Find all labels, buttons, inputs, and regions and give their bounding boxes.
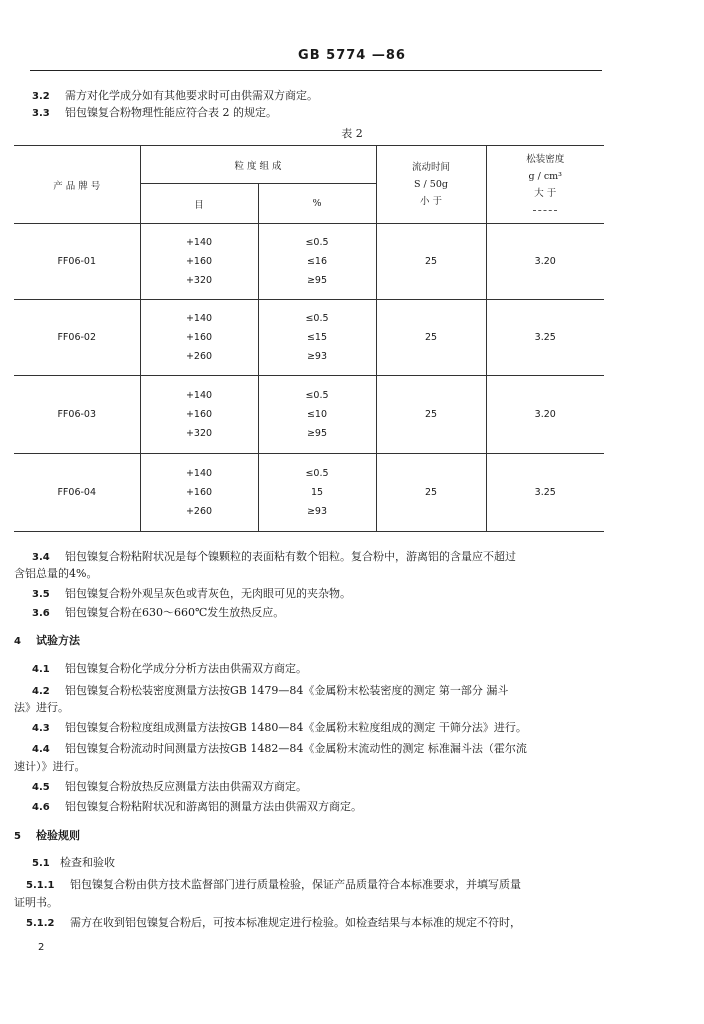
percent-cell [258,300,376,376]
clause-5-1-1 [26,878,521,893]
table-caption: 表 2 [341,127,363,140]
clause-text: 铝包镍复合粉放热反应测量方法由供需双方商定。 [65,780,307,793]
percent-value: ≥93 [306,506,328,517]
mesh-value: +260 [185,506,213,517]
flow-cell: 25 [376,376,486,454]
clause-number: 4.5 [32,782,50,793]
clause-number: 3.2 [32,91,50,102]
table-row [14,376,604,454]
clause-text: 铝包镍复合粉由供方技术监督部门进行质量检验，保证产品质量符合本标准要求，并填写质量 [70,878,521,891]
clause-text: 检查和验收 [60,856,115,869]
clause-number: 4.2 [32,686,50,697]
clause-4-5 [32,780,307,795]
mesh-value: +160 [185,487,213,498]
clause-number: 3.5 [32,589,50,600]
flow-line1: 流动时间 [411,162,450,173]
clause-4-4 [32,742,527,757]
table-row [14,454,604,532]
header-flow-time [376,146,486,224]
clause-text: 铝包镍复合粉松装密度测量方法按GB 1479—84《金属粉末松装密度的测定 第一部分 漏斗 [65,684,509,697]
clause-text: 需方对化学成分如有其他要求时可由供需双方商定。 [65,89,318,102]
density-cell: 3.20 [486,376,604,454]
clause-number: 4.3 [32,723,50,734]
section-title: 检验规则 [36,829,80,842]
percent-value: ≥95 [306,428,328,439]
percent-value: ≤16 [306,256,328,267]
clause-3-5 [32,587,351,602]
clause-text: 铝包镍复合粉粘附状况是每个镍颗粒的表面粘有数个铝粒。复合粉中，游离铝的含量应不超过 [65,550,516,563]
grade-cell: FF06-03 [14,376,140,454]
clause-text: 法》进行。 [14,701,69,714]
clause-text: 铝包镍复合粉化学成分分析方法由供需双方商定。 [65,662,307,675]
header-product-grade: 产 品 牌 号 [14,146,140,224]
density-line3: 大 于 [534,187,557,199]
clause-number: 4.1 [32,664,50,675]
mesh-value: +140 [185,390,213,401]
header-rule [30,70,602,71]
header-bulk-density [486,146,604,224]
mesh-value: +320 [185,428,213,439]
mesh-value: +160 [185,332,213,343]
mesh-cell [140,224,258,300]
percent-value: ≤10 [306,409,328,420]
clause-text: 速计）》进行。 [14,760,86,773]
clause-3-6 [32,606,284,621]
density-cell: 3.20 [486,224,604,300]
clause-4-2-cont [14,701,69,715]
percent-value: 15 [310,487,324,498]
percent-value: ≤0.5 [305,237,329,248]
mesh-value: +140 [185,237,213,248]
percent-value: ≤15 [306,332,328,343]
mesh-value: +140 [185,313,213,324]
percent-value: ≥95 [306,275,328,286]
clause-3-3 [32,106,277,121]
mesh-value: +320 [185,275,213,286]
grade-cell: FF06-02 [14,300,140,376]
grade-cell: FF06-01 [14,224,140,300]
section-title: 试验方法 [36,634,80,647]
clause-5-1-2 [26,916,521,931]
clause-3-2 [32,89,318,104]
page-header: GB 5774 —86 [298,48,406,63]
grade-cell: FF06-04 [14,454,140,532]
clause-3-4-cont [14,567,97,581]
clause-text: 铝包镍复合粉粘附状况和游离铝的测量方法由供需双方商定。 [65,800,362,813]
clause-text: 铝包镍复合粉粒度组成测量方法按GB 1480—84《金属粉末粒度组成的测定 干筛分法》进行。 [65,721,527,734]
flow-cell: 25 [376,454,486,532]
table-row [14,224,604,300]
header-mesh: 目 [140,184,258,224]
density-cell: 3.25 [486,454,604,532]
percent-cell [258,376,376,454]
clause-number: 4.6 [32,802,50,813]
mesh-value: +140 [185,468,213,479]
clause-number: 3.6 [32,608,50,619]
mesh-cell [140,376,258,454]
percent-value: ≤0.5 [305,390,329,401]
flow-line2: S / 50g [414,179,448,190]
flow-cell: 25 [376,300,486,376]
section-number: 5 [14,831,21,842]
clause-4-1 [32,662,307,677]
section-5-heading [14,829,80,844]
header-percent: % [258,184,376,224]
clause-number: 4.4 [32,744,50,755]
clause-3-4 [32,550,516,565]
percent-value: ≥93 [306,351,328,362]
mesh-cell [140,454,258,532]
clause-number: 5.1.2 [26,918,55,929]
percent-value: ≤0.5 [305,468,329,479]
clause-text: 需方在收到铝包镍复合粉后，可按本标准规定进行检验。如检查结果与本标准的规定不符时， [70,916,521,929]
mesh-cell [140,300,258,376]
clause-number: 5.1 [32,858,50,869]
clause-text: 含铝总量的4%。 [14,567,98,580]
clause-5-1-1-cont [14,896,58,910]
mesh-value: +160 [185,256,213,267]
clause-text: 证明书。 [14,896,58,909]
mesh-value: +160 [185,409,213,420]
clause-text: 铝包镍复合粉物理性能应符合表 2 的规定。 [65,106,277,119]
flow-line3: 小 于 [419,196,443,207]
percent-cell [258,224,376,300]
clause-number: 3.3 [32,108,50,119]
percent-value: ≤0.5 [305,313,329,324]
page-number: 2 [38,942,45,953]
flow-cell: 25 [376,224,486,300]
clause-text: 铝包镍复合粉在630～660℃发生放热反应。 [65,606,285,619]
clause-4-3 [32,721,527,736]
clause-4-6 [32,800,362,815]
mesh-value: +260 [185,351,213,362]
clause-text: 铝包镍复合粉流动时间测量方法按GB 1482—84《金属粉末流动性的测定 标准漏斗法（霍尔流 [65,742,527,755]
density-cell: 3.25 [486,300,604,376]
spec-table [14,145,604,532]
clause-text: 铝包镍复合粉外观呈灰色或青灰色，无肉眼可见的夹杂物。 [65,587,351,600]
dash-mark [487,202,605,219]
clause-number: 3.4 [32,552,50,563]
percent-cell [258,454,376,532]
clause-4-4-cont [14,760,86,774]
clause-4-2 [32,684,508,699]
section-4-heading [14,634,80,649]
clause-number: 5.1.1 [26,880,55,891]
density-line1: 松装密度 [526,153,565,165]
density-line2: g / cm³ [528,170,562,182]
clause-5-1 [32,856,115,871]
section-number: 4 [14,636,21,647]
header-particle-composition: 粒 度 组 成 [140,146,376,184]
table-row [14,300,604,376]
